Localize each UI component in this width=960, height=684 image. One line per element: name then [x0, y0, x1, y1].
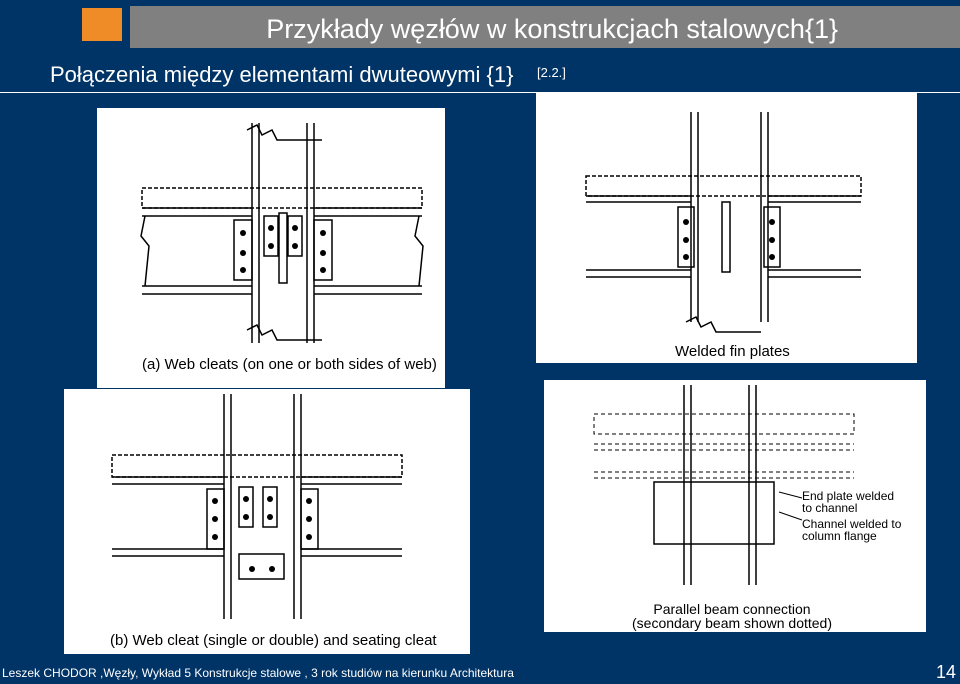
fin-plates-drawing	[536, 92, 917, 363]
reference-tag: [2.2.]	[537, 65, 566, 80]
caption-fin-plates: Welded fin plates	[675, 343, 790, 360]
page-number: 14	[935, 662, 956, 682]
figure-fin-plates	[536, 92, 917, 363]
note-end-plate	[802, 490, 894, 514]
note-end-plate-line2: to channel	[802, 501, 858, 515]
seating-cleat-drawing	[64, 389, 470, 654]
note-channel-line2: column flange	[802, 529, 877, 543]
caption-parallel-line2: (secondary beam shown dotted)	[632, 615, 832, 631]
note-channel	[802, 518, 901, 542]
figure-web-cleats	[97, 108, 445, 388]
caption-parallel-line1: Parallel beam connection	[653, 601, 811, 617]
accent-square	[82, 8, 122, 41]
footer-text: Leszek CHODOR ,Węzły, Wykład 5 Konstrukcje stalowe , 3 rok studiów na kierunku Architektura	[2, 666, 514, 680]
note-end-plate-line1: End plate welded	[802, 489, 895, 503]
figure-seating-cleat	[64, 389, 470, 654]
note-channel-line1: Channel welded to	[802, 517, 902, 531]
section-subtitle: Połączenia między elementami dwuteowymi {1}	[50, 62, 514, 87]
page-title: Przykłady węzłów w konstrukcjach stalowych{1}	[266, 14, 838, 44]
title-bar	[130, 6, 960, 48]
figure-parallel-beam	[544, 380, 926, 632]
web-cleats-drawing	[97, 108, 445, 388]
caption-seating-cleat: (b) Web cleat (single or double) and seating cleat	[110, 632, 437, 649]
caption-web-cleats: (a) Web cleats (on one or both sides of web)	[142, 356, 437, 373]
caption-parallel-beam	[632, 602, 832, 630]
